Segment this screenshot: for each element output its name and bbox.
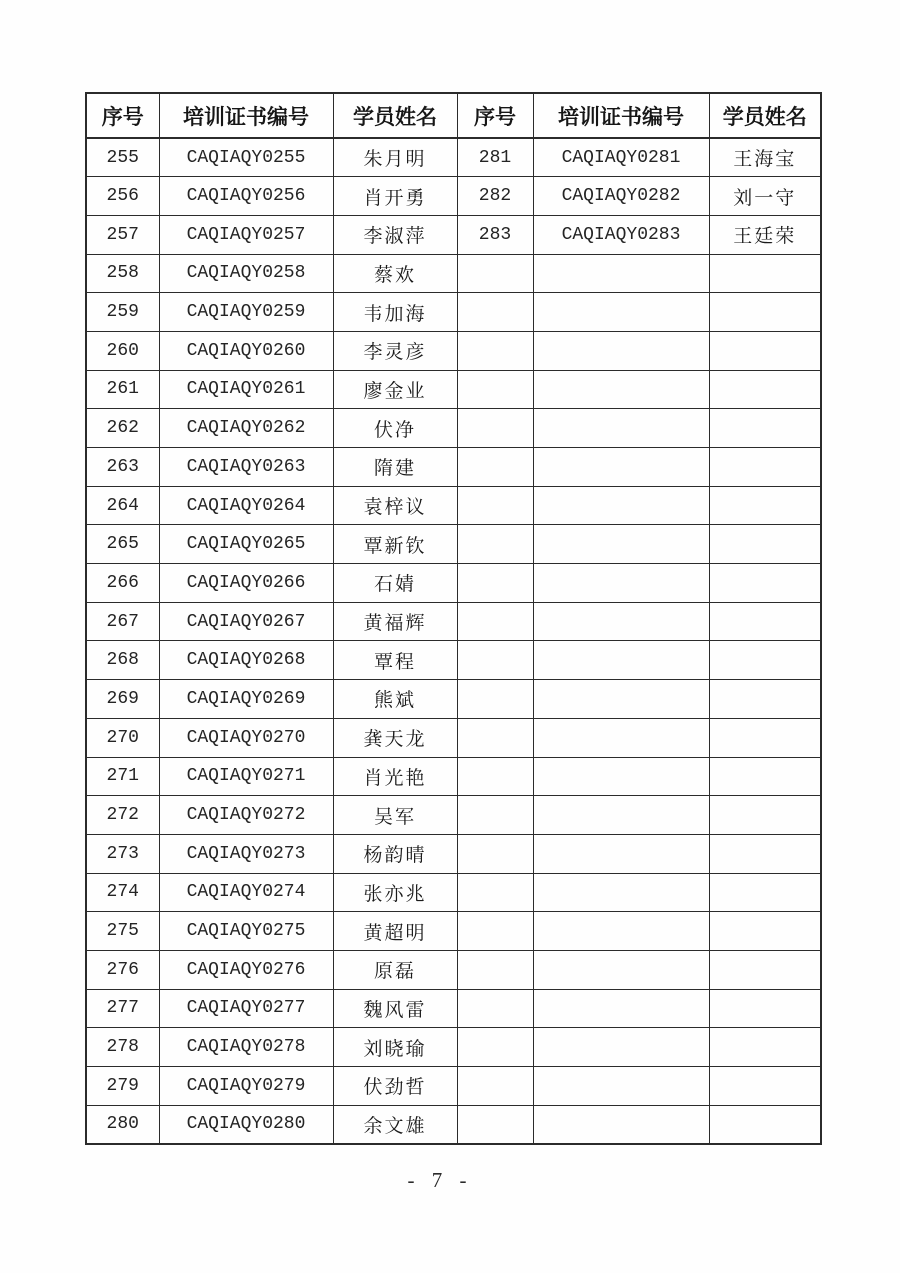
student-name-cell-left: 韦加海 (333, 293, 457, 332)
certificate-number-cell-left: CAQIAQY0278 (159, 1028, 333, 1067)
table-row (86, 370, 821, 409)
student-name-cell-left: 熊斌 (333, 680, 457, 719)
serial-number-cell-right (457, 873, 533, 912)
certificate-number-cell-right (533, 1028, 709, 1067)
certificate-number-cell-left: CAQIAQY0279 (159, 1067, 333, 1106)
certificate-number-cell-left: CAQIAQY0258 (159, 254, 333, 293)
certificate-number-cell-left: CAQIAQY0275 (159, 912, 333, 951)
certificate-number-cell-right (533, 950, 709, 989)
serial-number-cell-left: 271 (86, 757, 159, 796)
serial-number-cell-left: 272 (86, 796, 159, 835)
certificate-number-cell-left: CAQIAQY0274 (159, 873, 333, 912)
certificate-number-cell-left: CAQIAQY0270 (159, 718, 333, 757)
serial-number-cell-left: 255 (86, 138, 159, 177)
student-name-cell-right (709, 486, 821, 525)
serial-number-cell-right (457, 602, 533, 641)
serial-number-cell-left: 269 (86, 680, 159, 719)
table-row (86, 641, 821, 680)
student-name-cell-right: 王海宝 (709, 138, 821, 177)
certificate-number-cell-right (533, 718, 709, 757)
header-student-name-left: 学员姓名 (333, 93, 457, 138)
student-name-cell-left: 龚天龙 (333, 718, 457, 757)
table-row (86, 293, 821, 332)
certificate-number-cell-right (533, 602, 709, 641)
certificate-number-cell-left: CAQIAQY0257 (159, 215, 333, 254)
table-row (86, 834, 821, 873)
table-row (86, 215, 821, 254)
student-name-cell-left: 黄福辉 (333, 602, 457, 641)
table-row (86, 564, 821, 603)
serial-number-cell-left: 261 (86, 370, 159, 409)
student-name-cell-right: 王廷荣 (709, 215, 821, 254)
table-row (86, 757, 821, 796)
student-name-cell-left: 黄超明 (333, 912, 457, 951)
table-row (86, 1105, 821, 1144)
serial-number-cell-left: 264 (86, 486, 159, 525)
serial-number-cell-right (457, 331, 533, 370)
serial-number-cell-right (457, 1105, 533, 1144)
certificate-number-cell-right (533, 525, 709, 564)
student-name-cell-left: 肖开勇 (333, 177, 457, 216)
certificate-number-cell-right (533, 331, 709, 370)
table-row (86, 1067, 821, 1106)
serial-number-cell-right (457, 1028, 533, 1067)
certificate-number-cell-left: CAQIAQY0256 (159, 177, 333, 216)
serial-number-cell-right (457, 448, 533, 487)
certificate-number-cell-left: CAQIAQY0261 (159, 370, 333, 409)
serial-number-cell-left: 256 (86, 177, 159, 216)
student-name-cell-left: 杨韵晴 (333, 834, 457, 873)
certificate-number-cell-left: CAQIAQY0269 (159, 680, 333, 719)
student-name-cell-left: 余文雄 (333, 1105, 457, 1144)
serial-number-cell-left: 263 (86, 448, 159, 487)
student-name-cell-right (709, 448, 821, 487)
certificate-number-cell-right: CAQIAQY0283 (533, 215, 709, 254)
serial-number-cell-left: 277 (86, 989, 159, 1028)
page-number: - 7 - (407, 1168, 473, 1192)
table-header (86, 93, 821, 138)
certificate-number-cell-right (533, 293, 709, 332)
certificate-number-cell-right (533, 680, 709, 719)
header-certificate-number-left: 培训证书编号 (159, 93, 333, 138)
serial-number-cell-right: 282 (457, 177, 533, 216)
certificate-number-cell-left: CAQIAQY0262 (159, 409, 333, 448)
student-name-cell-right (709, 834, 821, 873)
table-row (86, 680, 821, 719)
table-row (86, 409, 821, 448)
serial-number-cell-right (457, 641, 533, 680)
student-name-cell-right (709, 757, 821, 796)
certificate-number-cell-left: CAQIAQY0260 (159, 331, 333, 370)
serial-number-cell-right (457, 950, 533, 989)
header-row (86, 93, 821, 138)
student-name-cell-right (709, 1105, 821, 1144)
table-row (86, 331, 821, 370)
certificate-number-cell-right (533, 370, 709, 409)
table-row (86, 448, 821, 487)
certificate-number-cell-left: CAQIAQY0271 (159, 757, 333, 796)
table-row (86, 525, 821, 564)
student-name-cell-right: 刘一守 (709, 177, 821, 216)
certificate-number-cell-right: CAQIAQY0281 (533, 138, 709, 177)
student-name-cell-left: 伏劲哲 (333, 1067, 457, 1106)
serial-number-cell-right (457, 564, 533, 603)
student-name-cell-left: 覃程 (333, 641, 457, 680)
student-name-cell-left: 蔡欢 (333, 254, 457, 293)
certificate-number-cell-right (533, 1105, 709, 1144)
student-name-cell-right (709, 718, 821, 757)
serial-number-cell-right: 283 (457, 215, 533, 254)
certificate-number-cell-left: CAQIAQY0263 (159, 448, 333, 487)
serial-number-cell-left: 268 (86, 641, 159, 680)
certificate-number-cell-left: CAQIAQY0266 (159, 564, 333, 603)
serial-number-cell-right (457, 912, 533, 951)
table-row (86, 177, 821, 216)
student-name-cell-left: 袁梓议 (333, 486, 457, 525)
student-name-cell-right (709, 293, 821, 332)
certificate-number-cell-left: CAQIAQY0280 (159, 1105, 333, 1144)
serial-number-cell-right (457, 718, 533, 757)
student-name-cell-left: 隋建 (333, 448, 457, 487)
certificate-number-cell-left: CAQIAQY0268 (159, 641, 333, 680)
serial-number-cell-right (457, 680, 533, 719)
serial-number-cell-right (457, 796, 533, 835)
table-row (86, 873, 821, 912)
student-name-cell-right (709, 680, 821, 719)
serial-number-cell-right (457, 757, 533, 796)
student-name-cell-left: 伏净 (333, 409, 457, 448)
student-name-cell-right (709, 796, 821, 835)
certificate-number-cell-right (533, 873, 709, 912)
serial-number-cell-right (457, 254, 533, 293)
serial-number-cell-left: 260 (86, 331, 159, 370)
student-name-cell-left: 廖金业 (333, 370, 457, 409)
student-name-cell-right (709, 525, 821, 564)
table-row (86, 138, 821, 177)
student-name-cell-left: 肖光艳 (333, 757, 457, 796)
serial-number-cell-right (457, 409, 533, 448)
serial-number-cell-right (457, 525, 533, 564)
certificate-number-cell-right (533, 757, 709, 796)
serial-number-cell-left: 258 (86, 254, 159, 293)
certificate-number-cell-right (533, 486, 709, 525)
student-name-cell-right (709, 409, 821, 448)
certificate-number-cell-right (533, 409, 709, 448)
serial-number-cell-left: 266 (86, 564, 159, 603)
student-name-cell-right (709, 370, 821, 409)
certificate-number-cell-right (533, 834, 709, 873)
student-name-cell-left: 张亦兆 (333, 873, 457, 912)
student-name-cell-right (709, 1028, 821, 1067)
certificate-number-cell-left: CAQIAQY0259 (159, 293, 333, 332)
header-certificate-number-right: 培训证书编号 (533, 93, 709, 138)
table-row (86, 1028, 821, 1067)
student-name-cell-left: 刘晓瑜 (333, 1028, 457, 1067)
header-student-name-right: 学员姓名 (709, 93, 821, 138)
student-name-cell-right (709, 1067, 821, 1106)
header-serial-number-left: 序号 (86, 93, 159, 138)
student-name-cell-right (709, 641, 821, 680)
serial-number-cell-right (457, 370, 533, 409)
serial-number-cell-left: 273 (86, 834, 159, 873)
table-row (86, 486, 821, 525)
serial-number-cell-left: 267 (86, 602, 159, 641)
trainee-certificate-table (85, 92, 822, 1145)
student-name-cell-left: 覃新钦 (333, 525, 457, 564)
student-name-cell-left: 石婧 (333, 564, 457, 603)
certificate-number-cell-right (533, 912, 709, 951)
certificate-number-cell-right (533, 448, 709, 487)
certificate-number-cell-left: CAQIAQY0277 (159, 989, 333, 1028)
table-body (86, 138, 821, 1144)
serial-number-cell-left: 280 (86, 1105, 159, 1144)
table-row (86, 950, 821, 989)
student-name-cell-right (709, 873, 821, 912)
serial-number-cell-right (457, 293, 533, 332)
serial-number-cell-right (457, 1067, 533, 1106)
table-row (86, 796, 821, 835)
certificate-number-cell-right (533, 989, 709, 1028)
certificate-number-cell-right (533, 254, 709, 293)
certificate-number-cell-right: CAQIAQY0282 (533, 177, 709, 216)
table-row (86, 254, 821, 293)
table-row (86, 602, 821, 641)
table-row (86, 989, 821, 1028)
certificate-number-cell-left: CAQIAQY0267 (159, 602, 333, 641)
table-row (86, 718, 821, 757)
serial-number-cell-right (457, 834, 533, 873)
table-row (86, 912, 821, 951)
serial-number-cell-left: 259 (86, 293, 159, 332)
header-serial-number-right: 序号 (457, 93, 533, 138)
student-name-cell-left: 李灵彦 (333, 331, 457, 370)
student-name-cell-right (709, 331, 821, 370)
certificate-number-cell-left: CAQIAQY0264 (159, 486, 333, 525)
certificate-number-cell-left: CAQIAQY0255 (159, 138, 333, 177)
serial-number-cell-left: 276 (86, 950, 159, 989)
certificate-number-cell-right (533, 641, 709, 680)
serial-number-cell-left: 279 (86, 1067, 159, 1106)
certificate-number-cell-left: CAQIAQY0276 (159, 950, 333, 989)
serial-number-cell-right: 281 (457, 138, 533, 177)
student-name-cell-left: 原磊 (333, 950, 457, 989)
certificate-number-cell-right (533, 564, 709, 603)
serial-number-cell-left: 265 (86, 525, 159, 564)
student-name-cell-left: 朱月明 (333, 138, 457, 177)
serial-number-cell-left: 274 (86, 873, 159, 912)
serial-number-cell-left: 270 (86, 718, 159, 757)
student-name-cell-right (709, 912, 821, 951)
certificate-number-cell-right (533, 796, 709, 835)
student-name-cell-left: 李淑萍 (333, 215, 457, 254)
student-name-cell-left: 魏风雷 (333, 989, 457, 1028)
student-name-cell-right (709, 564, 821, 603)
student-name-cell-left: 吴军 (333, 796, 457, 835)
serial-number-cell-left: 275 (86, 912, 159, 951)
serial-number-cell-right (457, 989, 533, 1028)
certificate-number-cell-left: CAQIAQY0273 (159, 834, 333, 873)
serial-number-cell-right (457, 486, 533, 525)
student-name-cell-right (709, 950, 821, 989)
certificate-number-cell-left: CAQIAQY0265 (159, 525, 333, 564)
certificate-number-cell-left: CAQIAQY0272 (159, 796, 333, 835)
serial-number-cell-left: 278 (86, 1028, 159, 1067)
certificate-number-cell-right (533, 1067, 709, 1106)
serial-number-cell-left: 262 (86, 409, 159, 448)
serial-number-cell-left: 257 (86, 215, 159, 254)
student-name-cell-right (709, 254, 821, 293)
student-name-cell-right (709, 602, 821, 641)
student-name-cell-right (709, 989, 821, 1028)
